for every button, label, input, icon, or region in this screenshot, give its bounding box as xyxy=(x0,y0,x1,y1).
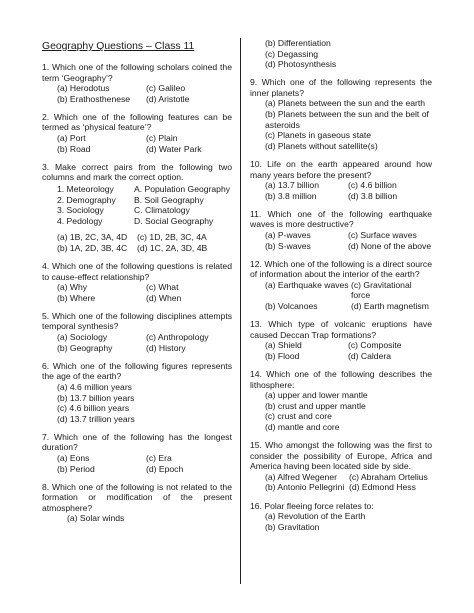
option-a: (a) Why xyxy=(57,282,88,293)
option-b: (b) Volcanoes xyxy=(265,301,318,312)
option-c: (c) Gravitational force xyxy=(351,279,412,301)
question-text: 2. Which one of the following features can be termed as ‘physical feature’? xyxy=(42,111,232,133)
options xyxy=(250,280,432,312)
option-a: (a) P-waves xyxy=(265,230,311,240)
question-3 xyxy=(42,162,232,254)
option-c: (c) crust and core xyxy=(265,411,332,422)
option-a: (a) Earthquake waves xyxy=(265,279,349,290)
match-item-a: A. Population Geography xyxy=(134,183,231,194)
question-8 xyxy=(42,482,232,524)
option-c: (c) 4.6 billion years xyxy=(57,403,130,414)
option-a: (a) 1B, 2C, 3A, 4D xyxy=(57,232,128,243)
option-c: (c) Degassing xyxy=(265,48,319,59)
option-c: (c) Plain xyxy=(146,133,178,144)
option-a: (a) Shield xyxy=(265,340,302,351)
option-c: (c) 1D, 2B, 3C, 4A xyxy=(137,232,207,243)
option-b: (b) Gravitation xyxy=(265,521,320,532)
option-c: (c) Composite xyxy=(348,340,402,351)
option-b: (b) Planets between the sun and the belt of xyxy=(265,109,429,120)
question-8-continued xyxy=(250,38,432,70)
question-4 xyxy=(42,261,232,303)
option-d: (d) mantle and core xyxy=(265,422,340,432)
question-text: 10. Life on the earth appeared around how many years before the present? xyxy=(250,158,432,180)
question-text: 6. Which one of the following figures represents the age of the earth? xyxy=(42,360,232,382)
options xyxy=(250,390,432,432)
options xyxy=(250,98,432,151)
option-c: (c) Surface waves xyxy=(348,230,417,240)
option-a: (a) Planets between the sun and the earth xyxy=(265,98,426,109)
question-7 xyxy=(42,432,232,474)
options xyxy=(42,453,232,474)
match-item-3: 3. Sociology xyxy=(57,205,104,216)
option-a: (a) Alfred Wegener xyxy=(265,471,337,482)
left-column xyxy=(42,38,232,532)
option-a: (a) Revolution of the Earth xyxy=(265,511,366,522)
question-9 xyxy=(250,77,432,151)
question-13 xyxy=(250,319,432,361)
options xyxy=(250,38,432,70)
option-c: (c) Abraham Ortelius xyxy=(349,471,428,482)
option-b: (b) 1A, 2D, 3B, 4C xyxy=(57,242,128,253)
question-text: 15. Who amongst the following was the first to consider the possibility of Europe, Africa and America having been located side by side. xyxy=(250,440,432,472)
question-10 xyxy=(250,159,432,201)
option-b: (b) Antonio Pellegrini xyxy=(265,482,345,493)
question-text: 16. Polar fleeing force relates to: xyxy=(250,500,374,511)
question-text: 3. Make correct pairs from the following two columns and mark the correct option. xyxy=(42,161,232,183)
question-text: 9. Which one of the following represents the inner planets? xyxy=(250,77,432,98)
options xyxy=(250,340,432,361)
option-d: (d) History xyxy=(146,342,186,353)
option-c: (c) Planets in gaseous state xyxy=(265,130,372,141)
options xyxy=(42,382,232,424)
option-a: (a) 4.6 million years xyxy=(57,381,132,392)
option-d: (d) Edmond Hess xyxy=(349,482,416,493)
column-divider xyxy=(240,38,241,584)
question-text: 12. Which one of the following is a direct source of information about the interior of the earth? xyxy=(250,258,432,280)
option-d: (d) Caldera xyxy=(348,350,391,361)
option-d: (d) When xyxy=(146,292,182,303)
match-item-2: 2. Demography xyxy=(57,194,116,205)
option-c: (c) 4.6 billion xyxy=(348,180,397,191)
option-b: (b) 13.7 billion years xyxy=(57,392,135,403)
option-d: (d) Epoch xyxy=(146,463,184,474)
option-c: (c) What xyxy=(146,282,179,293)
option-a: (a) Sociology xyxy=(57,332,108,343)
match-item-1: 1. Meteorology xyxy=(57,183,114,194)
question-text: 7. Which one of the following has the longest duration? xyxy=(42,431,232,453)
option-d: (d) Water Park xyxy=(146,143,202,154)
question-text: 14. Which one of the following describes the lithosphere: xyxy=(250,369,432,390)
option-b: (b) Period xyxy=(57,463,95,474)
option-d: (d) 3.8 billion xyxy=(348,190,398,201)
option-d: (d) Earth magnetism xyxy=(351,301,429,312)
question-15 xyxy=(250,440,432,493)
options xyxy=(250,511,432,532)
options xyxy=(42,332,232,353)
question-1 xyxy=(42,62,232,104)
option-a: (a) Eons xyxy=(57,453,90,463)
option-d: (d) Photosynthesis xyxy=(265,59,337,70)
option-a: (a) 13.7 billion xyxy=(265,180,319,191)
option-b: (b) Geography xyxy=(57,342,113,353)
right-column xyxy=(250,38,432,540)
option-a: (a) Herodotus xyxy=(57,83,110,94)
option-b: (b) Where xyxy=(57,292,96,303)
match-item-d: D. Social Geography xyxy=(134,215,214,226)
options xyxy=(250,180,432,201)
option-b: (b) Road xyxy=(57,143,91,154)
option-b-continued: asteroids xyxy=(265,119,300,130)
option-c: (c) Era xyxy=(146,453,172,463)
option-b: (b) 3.8 million xyxy=(265,190,317,201)
options xyxy=(42,282,232,303)
option-d: (d) Aristotle xyxy=(146,93,190,104)
option-c: (c) Anthropology xyxy=(146,332,209,343)
option-d: (d) None of the above xyxy=(348,240,432,251)
options xyxy=(42,232,232,253)
match-item-c: C. Climatology xyxy=(134,205,190,216)
option-a: (a) Solar winds xyxy=(67,513,125,524)
option-b: (b) S-waves xyxy=(265,240,311,251)
question-14 xyxy=(250,369,432,433)
question-text: 8. Which one of the following is not related to the formation or modification of the present atmosphere? xyxy=(42,481,232,513)
question-text: 4. Which one of the following questions is related to cause-effect relationship? xyxy=(42,261,232,282)
question-text: 5. Which one of the following disciplines attempts temporal synthesis? xyxy=(42,310,232,332)
options xyxy=(42,83,232,104)
option-b: (b) Differentiation xyxy=(265,38,331,48)
question-text: 13. Which type of volcanic eruptions have caused Deccan Trap formations? xyxy=(250,319,432,340)
option-d: (d) Planets without satellite(s) xyxy=(265,140,378,151)
option-c: (c) Galileo xyxy=(146,83,186,94)
option-d: (d) 13.7 trillion years xyxy=(57,413,135,424)
option-b: (b) Flood xyxy=(265,350,300,361)
question-16 xyxy=(250,501,432,533)
match-item-4: 4. Pedology xyxy=(57,215,103,226)
option-d: (d) 1C, 2A, 3D, 4B xyxy=(137,242,208,253)
question-text: 11. Which one of the following earthquake waves is more destructive? xyxy=(250,208,432,230)
question-12 xyxy=(250,259,432,312)
question-text: 1. Which one of the following scholars coined the term ‘Geography’? xyxy=(42,62,232,83)
question-11 xyxy=(250,209,432,251)
option-b: (b) Erathosthenese xyxy=(57,93,131,104)
option-a: (a) Port xyxy=(57,133,86,144)
options xyxy=(250,472,432,493)
match-item-b: B. Soil Geography xyxy=(134,194,204,205)
matching-columns xyxy=(42,184,232,226)
option-b: (b) crust and upper mantle xyxy=(265,400,366,411)
question-6 xyxy=(42,361,232,425)
question-5 xyxy=(42,311,232,353)
question-2 xyxy=(42,112,232,154)
option-a: (a) upper and lower mantle xyxy=(265,390,368,401)
options xyxy=(250,230,432,251)
options xyxy=(42,133,232,154)
page-title: Geography Questions – Class 11 xyxy=(42,41,195,52)
